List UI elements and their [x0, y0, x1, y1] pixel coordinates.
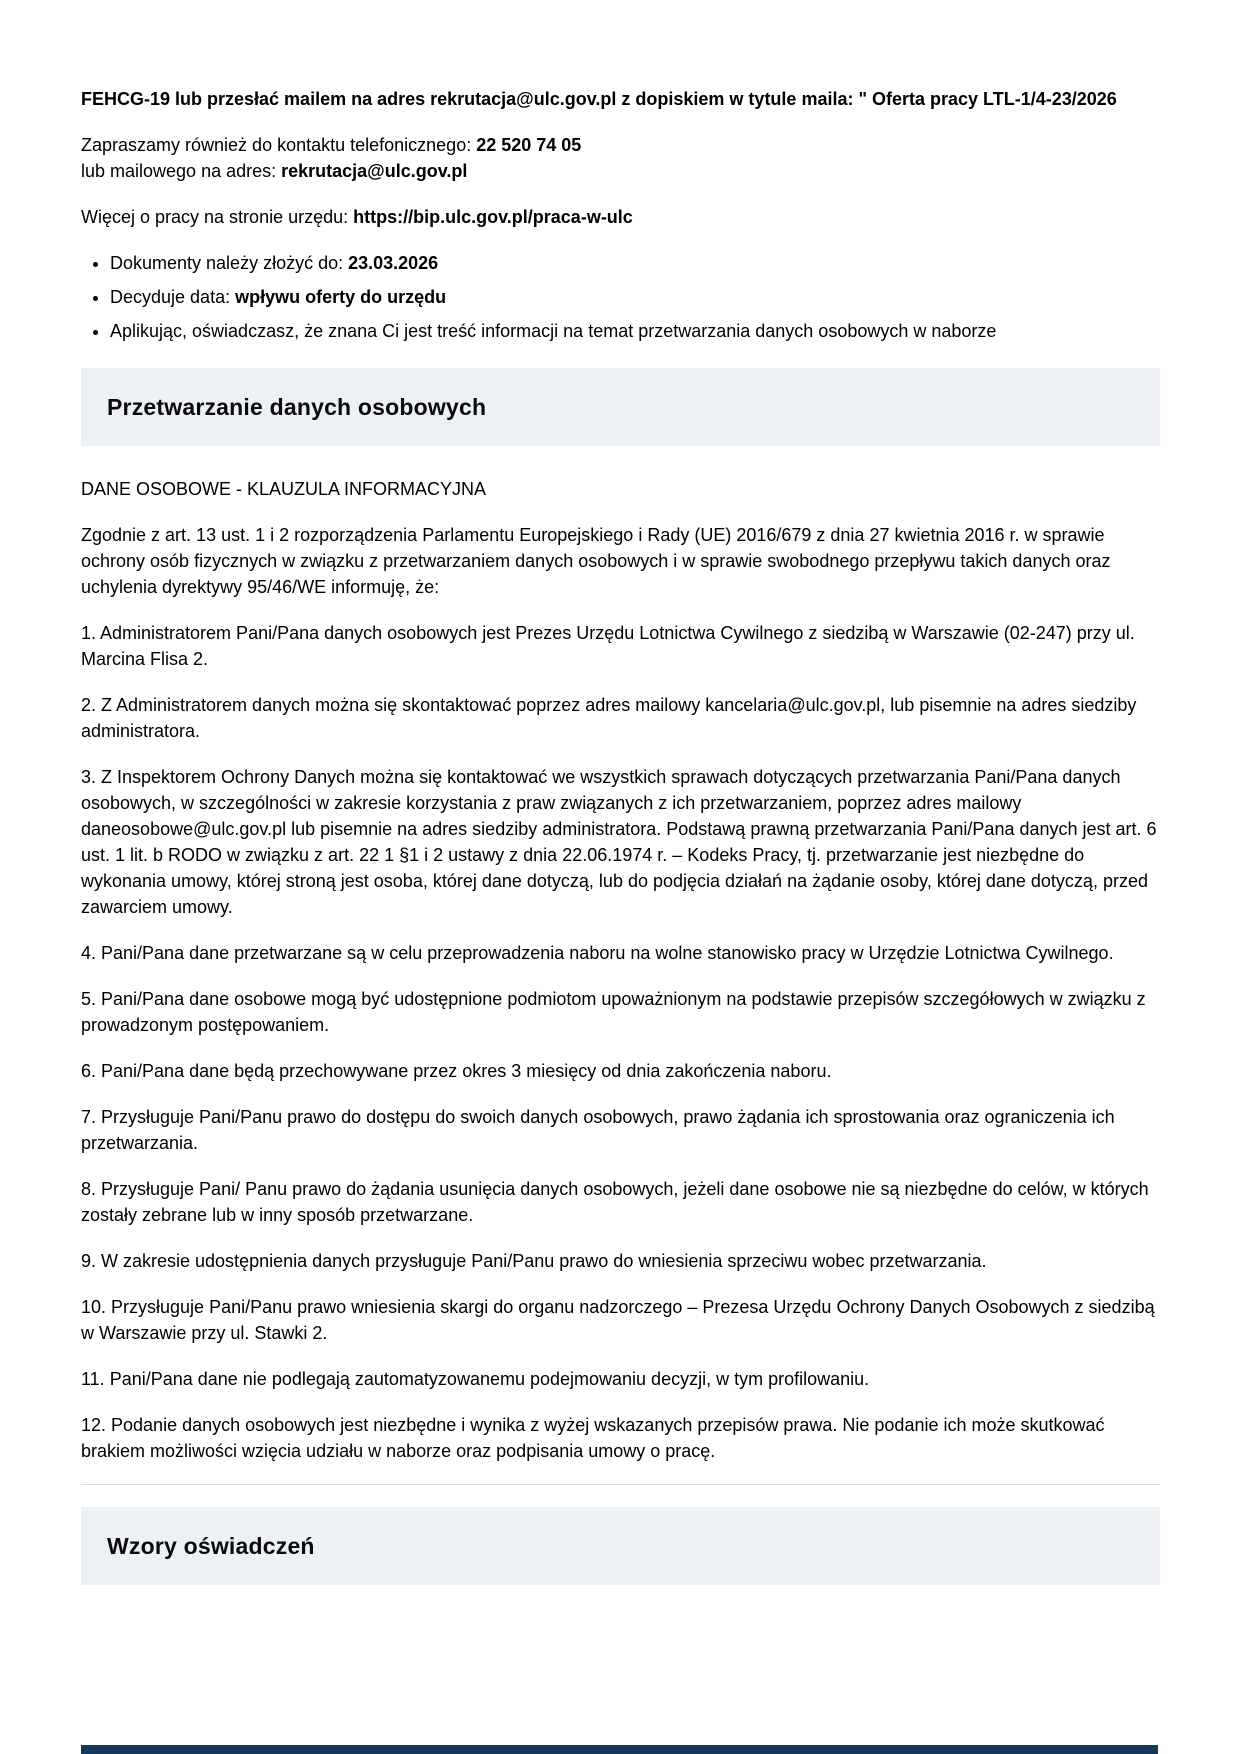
section-title-templates: Wzory oświadczeń	[107, 1532, 315, 1559]
job-info-url: https://bip.ulc.gov.pl/praca-w-ulc	[353, 207, 633, 227]
section-header-processing	[81, 368, 1160, 446]
header-note: FEHCG-19 lub przesłać mailem na adres rekrutacja@ulc.gov.pl z dopiskiem w tytule maila: " Oferta pracy LTL-1/4-23/2026	[81, 89, 1117, 109]
more-info-label: Więcej o pracy na stronie urzędu:	[81, 207, 354, 227]
deadline-date: 23.03.2026	[348, 253, 439, 273]
list-item-deciding-date	[110, 284, 1160, 310]
more-info-paragraph	[81, 204, 1160, 230]
rodo-paragraph-6: 6. Pani/Pana dane będą przechowywane przez okres 3 miesięcy od dnia zakończenia naboru.	[81, 1061, 832, 1081]
rodo-paragraph-4: 4. Pani/Pana dane przetwarzane są w celu przeprowadzenia naboru na wolne stanowisko pracy w Urzędzie Lotnictwa Cywilnego.	[81, 943, 1114, 963]
rodo-paragraph-11: 11. Pani/Pana dane nie podlegają zautomatyzowanemu podejmowaniu decyzji, w tym profilowaniu.	[81, 1369, 870, 1389]
rodo-paragraph-9: 9. W zakresie udostępnienia danych przysługuje Pani/Panu prawo do wniesienia sprzeciwu wobec przetwarzania.	[81, 1251, 987, 1271]
deciding-date-label: Decyduje data:	[110, 287, 236, 307]
rodo-paragraph-12: 12. Podanie danych osobowych jest niezbędne i wynika z wyżej wskazanych przepisów prawa. Nie podanie ich może skutkować brakiem możliwości wzięcia udziału w naborze oraz podpisania umowy o pracę.	[81, 1415, 1105, 1461]
email-label: lub mailowego na adres:	[81, 161, 282, 181]
section-header-templates	[81, 1507, 1160, 1585]
deciding-date-value: wpływu oferty do urzędu	[235, 287, 447, 307]
section-title-processing: Przetwarzanie danych osobowych	[107, 393, 487, 420]
deadline-label: Dokumenty należy złożyć do:	[110, 253, 349, 273]
email-address: rekrutacja@ulc.gov.pl	[281, 161, 468, 181]
rodo-clause-heading: DANE OSOBOWE - KLAUZULA INFORMACYJNA	[81, 479, 487, 499]
phone-label: Zapraszamy również do kontaktu telefonicznego:	[81, 135, 477, 155]
declaration-text: Aplikując, oświadczasz, że znana Ci jest treść informacji na temat przetwarzania danych osobowych w naborze	[110, 321, 997, 341]
rodo-paragraph-5: 5. Pani/Pana dane osobowe mogą być udostępnione podmiotom upoważnionym na podstawie przepisów szczegółowych w związku z prowadzonym postępowaniem.	[81, 989, 1146, 1035]
rodo-intro-paragraph: Zgodnie z art. 13 ust. 1 i 2 rozporządzenia Parlamentu Europejskiego i Rady (UE) 2016/679 z dnia 27 kwietnia 2016 r. w sprawie ochrony osób fizycznych w związku z przetwarzaniem danych osobowych i w sprawie swobodnego przepływu takich danych oraz uchylenia dyrektywy 95/46/WE informuję, że:	[81, 525, 1111, 597]
rodo-paragraph-8: 8. Przysługuje Pani/ Panu prawo do żądania usunięcia danych osobowych, jeżeli dane osobowe nie są niezbędne do celów, w których zostały zebrane lub w inny sposób przetwarzane.	[81, 1179, 1149, 1225]
contact-paragraph	[81, 132, 1160, 184]
rodo-paragraph-1: 1. Administratorem Pani/Pana danych osobowych jest Prezes Urzędu Lotnictwa Cywilnego z siedzibą w Warszawie (02-247) przy ul. Marcina Flisa 2.	[81, 623, 1135, 669]
list-item-deadline	[110, 250, 1160, 276]
rodo-paragraph-7: 7. Przysługuje Pani/Panu prawo do dostępu do swoich danych osobowych, prawo żądania ich sprostowania oraz ograniczenia ich przetwarzania.	[81, 1107, 1115, 1153]
section-divider	[81, 1484, 1160, 1485]
rodo-paragraph-2: 2. Z Administratorem danych można się skontaktować poprzez adres mailowy kancelaria@ulc.gov.pl, lub pisemnie na adres siedziby administratora.	[81, 695, 1137, 741]
rodo-paragraph-10: 10. Przysługuje Pani/Panu prawo wniesienia skargi do organu nadzorczego – Prezesa Urzędu Ochrony Danych Osobowych z siedzibą w Warszawie przy ul. Stawki 2.	[81, 1297, 1155, 1343]
rodo-paragraph-3: 3. Z Inspektorem Ochrony Danych można się kontaktować we wszystkich sprawach dotyczących przetwarzania Pani/Pana danych osobowych, w szczególności w zakresie korzystania z praw związanych z ich przetwarzaniem, poprzez adres mailowy daneosobowe@ulc.gov.pl lub pisemnie na adres siedziby administratora. Podstawą prawną przetwarzania Pani/Pana danych jest art. 6 ust. 1 lit. b RODO w związku z art. 22 1 §1 i 2 ustawy z dnia 22.06.1974 r. – Kodeks Pracy, tj. przetwarzanie jest niezbędne do wykonania umowy, której stroną jest osoba, której dane dotyczą, lub do podjęcia działań na żądanie osoby, której dane dotyczą, przed zawarciem umowy.	[81, 767, 1157, 917]
list-item-declaration	[110, 318, 1160, 344]
bottom-dark-bar	[81, 1745, 1158, 1754]
phone-number: 22 520 74 05	[476, 135, 582, 155]
requirements-list	[81, 250, 1160, 344]
